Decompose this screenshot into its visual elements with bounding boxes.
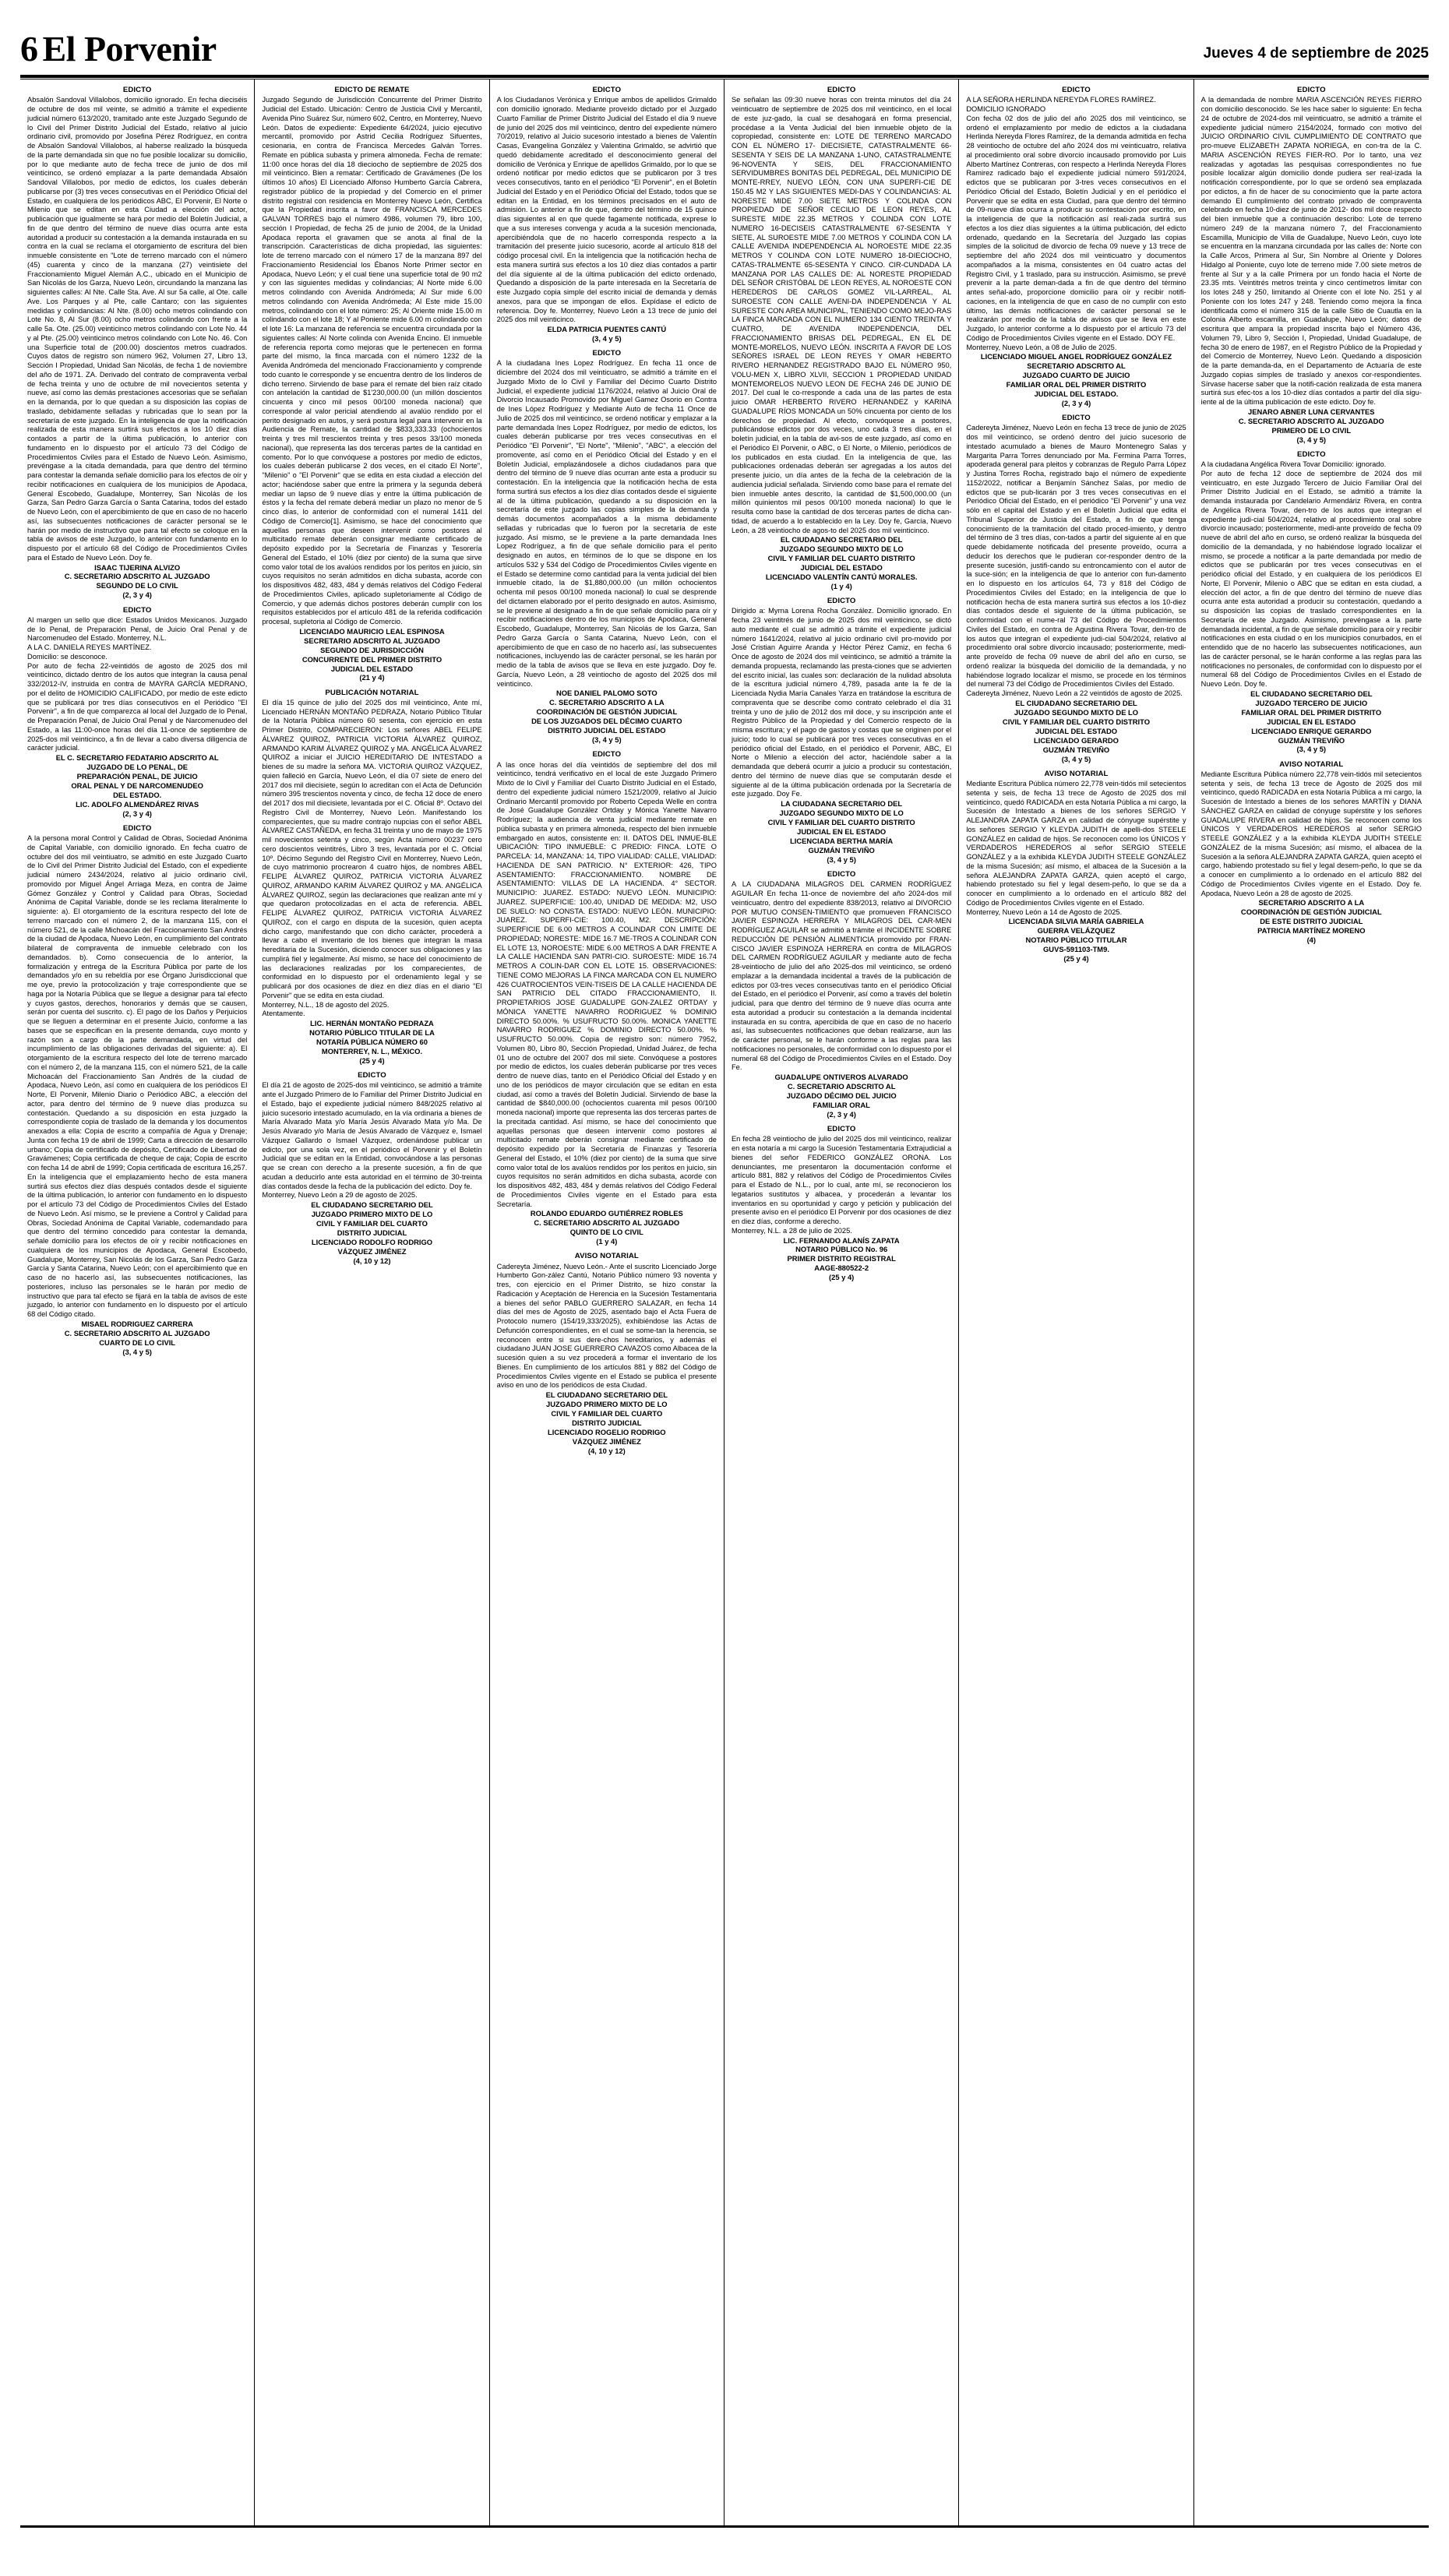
notice-heading: EDICTO <box>827 870 856 879</box>
classifieds-columns <box>20 79 1429 2525</box>
notice-body: Con fecha 02 dos de julio del año 2025 dos mil veinticinco, se ordenó el emplazamiento por medio de edictos a la ciudadana Herlinda Nereyda Flores Ramírez, de la demanda admitida en fecha 28 veintiocho de octubre del año 2024 dos mi veinticuatro, relativa al procedimiento oral sobre divorcio incausado promovido por Luis Alberto Martínez Contreras, con respecto a Herlinda Nereyda Flores Ramirez radicado bajo el expediente judicial número 591/2024, edictos que se publicaran por 3-tres veces consecutivos en el Periódico Oficial del Estado, Boletín Judicial y en el periódico el Porvenir que se edita en esta Ciudad, para que dentro del término de 09-nueve días ocurra a producir su contestación por escrito, en la inteligencia de que la notificación así reali-zada surtirá sus efectos a los diez días siguientes a la última publicación, del edicto ordenado, quedando en la Secretaría del Juzgado las copias simples de la solicitud de divorcio de fecha 09 nueve y 13 trece de septiembre del año 2024 dos mil veinticuatro y documentos acompañados a la misma, consistentes en 04 cuatro actas del Registro Civil, y 1 traslado, para su instrucción. Asimismo, se prevé prevenir a la parte deman-dada a fin de que dentro del término antes señal-ado, proporcione domicilio para oír y recibir notifi-caciones, en la inteligencia de que en caso de no cumplir con esto último, las demás notificaciones de carácter personal se le realizarán por medio de la tabla de avisos que se lleva en este Juzgado, lo anterior conforme a lo dispuesto por el artículo 73 del Código de Procedimientos Civiles vigente en el Estado. DOY FE. <box>966 114 1186 342</box>
notice <box>966 86 1186 408</box>
notice-signature-line: LICENCIADO ENRIQUE GERARDO <box>1251 726 1372 735</box>
notice-signature-line: SECRETARIO ADSCRITO A LA <box>1258 898 1365 907</box>
notice-signature-line: GUADALUPE ONTIVEROS ALVARADO <box>774 1073 908 1082</box>
notice-signature-line: JUDICIAL DEL ESTADO <box>1035 726 1118 735</box>
notice-signature-line: C. SECRETARIO ADSCRITO A LA <box>549 698 665 707</box>
notice-signature-line: CUARTO DE LO CIVIL <box>99 1337 176 1347</box>
notice <box>732 870 951 1119</box>
notice <box>497 1252 717 1456</box>
column-4 <box>724 79 959 2525</box>
notice-publication-dates: (21 y 4) <box>359 673 385 682</box>
notice-signature-line: LIC. ADOLFO ALMENDÁREZ RIVAS <box>76 799 199 809</box>
notice-body: DOMICILIO IGNORADO <box>966 105 1046 114</box>
notice-body: Monterrey, N.L., 18 de agosto del 2025. <box>262 1000 390 1009</box>
notice-body: Atentamente. <box>262 1010 305 1018</box>
notice-body: Dirigido a: Myrna Lorena Rocha González. Domicilio ignorado. En fecha 23 veintitrés de junio de 2025 dos mil veinticinco, se dictó auto mediante el cual se admitió a trámite el expediente judicial número 1641/2024, relativo al juicio ordinario civil pro-movido por José Cristian Aguirre Aranda y Héctor Pérez Camiz, en fecha 6 Once de agosto de 2024 dos mil veinticinco, se admitió a trámite la demanda propuesta, reclamando las presta-ciones que se advierten del escrito inicial, las cuales son: declaración de la nulidad absoluta de la escritura judicial número 4,789, pasada ante la fe de la Licenciada Nydia María Canales Yarza en tratándose la escritura de compraventa que se describe como contrato celebrado el día 31 treinta y uno de julio de 2012 dos mil doce, y su inscripción ante el Registro Público de la Propiedad y del Comercio respecto de la misma escritura; y el pago de gastos y costas que se originen por el juicio; todo lo cual se publicará por tres veces consecutivas en el periódico oficial del Estado, en el periódico el Porvenir, ABC, El Norte o Milenio a elección del actor, haciéndole saber a la demandada que deberá ocurrir a juicio a producir su contestación, dentro del término de nueve días que se computarán desde el siguiente al de la última publicación ordenada por la Secretaría de este juzgado. Doy Fe. <box>731 607 952 798</box>
notice-heading: EDICTO DE REMATE <box>334 86 410 94</box>
notice-heading: EDICTO <box>122 86 152 94</box>
notice-signature-line: AAGE-880522-2 <box>814 1263 869 1273</box>
notice <box>966 770 1186 964</box>
notice-signature-line: NOE DANIEL PALOMO SOTO <box>555 689 658 698</box>
notice-heading: EDICTO <box>592 750 622 759</box>
notice-signature-line: MONTERREY, N. L., MÉXICO. <box>321 1047 423 1055</box>
notice-signature-line: EL CIUDADANO SECRETARIO DEL <box>311 1200 433 1210</box>
notice-signature-line: C. SECRETARIO ADSCRITO AL JUZGADO <box>534 1218 680 1228</box>
notice-heading: PUBLICACIÓN NOTARIAL <box>325 688 419 697</box>
notice-signature-line: JUZGADO TERCERO DE JUICIO <box>1255 698 1368 707</box>
notice-body: Se señalan las 09:30 nueve horas con treinta minutos del día 24 veinticuatro de septiembre de 2025 dos mil veinticinco, en el local de este juz-gado, la cual se desahogará en forma presencial, procédase a la Venta Judicial del bien inmueble objeto de la copropiedad, consistente en: LOTE DE TERRENO MARCADO CON EL NÚMERO 17- DIECISIETE, CATASTRALMENTE 66-SESENTA Y SEIS DE LA MANZANA 1-UNO, CATASTRALMENTE 96-NOVENTA Y SEIS, DEL FRACCIONAMIENTO SERVIDUMBRES BONITAS DEL PEDREGAL, DEL MUNICIPIO DE MONTE-RREY, NUEVO LEÓN, CON UNA SUPERFI-CIE DE 150.45 M2 Y LAS SIGUIENTES MEDI-DAS Y COLINDANCIAS: AL NORESTE MIDE 7.00 SIETE METROS Y COLINDA CON PROPIEDAD DE SEÑOR CECILIO DE LEON REYES, AL SURESTE MIDE 22.35 METROS Y COLINDA CON LOTE NUMERO 16-DECISEIS CATASTRALMENTE 67-SESENTA Y SIETE, AL SUROESTE MIDE 7.00 METROS Y COLINDA CON LA CALLE AVENIDA INDEPENDENCIA AL NOROESTE MIDE 22.35 METROS Y COLINDA CON LOTE NUMERO 18-DIECIOCHO, CATAS-TRALMENTE 65-SESENTA Y CINCO. CIR-CUNDADA LA MANZANA POR LAS CALLES DE: AL NORESTE PROPIEDAD DEL SEÑOR CRISTÓBAL DE LEON REYES, AL NOROESTE CON HEREDEROS DE CARLOS GOMEZ VIL-LARREAL, AL SUROESTE CON CALLE AVENI-DA INDEPENDENCIA Y AL SURESTE CON AREA MUNICIPAL, TENIENDO COMO MEJO-RAS LA FINCA MARCADA CON EL NUMERO 134 CIENTO TREINTA Y CUATRO, DE AVENIDA INDEPENDENCIA, DEL FRACCIONAMIENTO BRISAS DEL PEDREGAL, EN EL DE MONTE-MORELOS, NUEVO LEÓN. INSCRITA A FAVOR DE LOS SEÑORES ISRAEL DE LEON REYES Y OMAR HEBERTO RIVERO HERNANDEZ REGISTRADO BAJO EL NÚMERO 950, VOLU-MEN X, LIBRO XLVII, SECCION 1 PROPIEDAD UNIDAD MONTEMORELOS NUEVO LEON DE FECHA 246 DE JUNIO DE 2017. Del cual le co-rresponde a cada una de las partes de esta juicio OMAR HERBERTO RIVERO HERNANDEZ y KARINA GUADALUPE RÍOS MONCADA un 50% cincuenta por ciento de los derechos de propiedad. Al efecto, convóquese a postores, publicándose edictos por dos veces, uno cada 3 tres días, en el boletín judicial, en la tabla de avi-sos de este juzgado, así como en el Periódico El Porvenir, o ABC, o El Norte, o Milenio, periódicos de los publicados en esta ciudad. En la inteligencia de que, las publicaciones ordenadas deberán ser agregadas a los autos del presente juicio, un día antes de la fecha de la celebración de la audiencia judicial señalada. Sirviendo como base para el remate del bien inmueble antes descrito, la cantidad de $1,500,000.00 (un millón quinientos mil pesos 00/100 moneda nacional) lo que le resulta como base la cantidad de dos terceras partes de dicha can-tidad, de acuerdo a lo establecido en la Ley. Doy fe, García, Nuevo León, a 28 veintiocho de agos-to del 2025 dos mil veinticinco. <box>731 96 952 534</box>
notice-body: A la ciudadana Angélica Rivera Tovar Domicilio: ignorado. <box>1200 460 1387 469</box>
notice-signature-line: LICENCIADA BERTHA MARÍA <box>790 836 894 845</box>
notice <box>262 86 481 683</box>
notice <box>497 86 717 344</box>
notice-signature-line: LIC. FERNANDO ALANÍS ZAPATA <box>783 1235 900 1245</box>
notice-signature-line: NOTARIO PÚBLICO TITULAR DE LA <box>309 1028 435 1038</box>
notice-body: Mediante Escritura Pública número 22,778 vein-tidós mil setecientos setenta y seis, de fecha 13 trece de Agosto de 2025 dos mil veinticinco, quedó RADICADA en esta Notaría Pública a mi cargo, la Sucesión de Intestado a bienes de los señores MARTÍN y DIANA SÁNCHEZ GARZA en calidad de cónyuge supérstite y los señores GUADALUPE RIVERA en calidad de hijos. Se reconocen como los ÚNICOS Y VERDADEROS HEREDEROS al señor SERGIO STEELE GONZÁLEZ y a la exhibida KLEYDA JUDITH STEELE GONZÁLEZ de la misma Sucesión; así mismo, el albacea de la Sucesión a la señora ALEJANDRA ZAPATA GARZA, quien aceptó el cargo, habiendo protestado su fiel y legal desem-peño, lo que se da a conocer en cumplimiento a lo ordenado en el artículo 882 del Código de Procedimientos Civiles vigente en el Estado. Doy fe. Apodaca, Nuevo León a 28 de agosto de 2025. <box>1200 770 1422 897</box>
notice-publication-dates: (1 y 4) <box>830 581 852 590</box>
notice <box>262 689 481 1066</box>
notice-signature-line: ELDA PATRICIA PUENTES CANTÚ <box>547 325 667 334</box>
notice <box>732 1125 951 1282</box>
notice-signature-line: NOTARÍA PÚBLICA NÚMERO 60 <box>316 1038 428 1047</box>
notice <box>497 750 717 1246</box>
notice-signature-line: GUZMÁN TREVIÑO <box>808 845 875 855</box>
notice-publication-dates: (3, 4 y 5) <box>1296 435 1327 444</box>
notice-signature-line: JUZGADO PRIMERO MIXTO DE LO <box>311 1210 433 1219</box>
notice-body: Cadereyta Jiménez, Nuevo León a 22 veintidós de agosto de 2025. <box>966 689 1183 698</box>
notice-body: Juzgado Segundo de Jurisdicción Concurrente del Primer Distrito Judicial del Estado. Ubicación: Centro de Justicia Civil y Mercantil, Avenida Pino Suárez Sur, número 602, Centro, en Monterrey, Nuevo León. Datos de expediente: Expediente 64/2024, juicio ejecutivo mercantil, promovido por Astrid Cecilia Rodríguez Sifuentes, cesionaria, en contra de Francisca Mercedes Galván Torres. Remate en pública subasta y primera almoneda. Fecha de remate: 11:00 once horas del día 18 dieciocho de septiembre de 2025 dos mil veinticinco. Bien a rematar: Certificado de Gravámenes (De los últimos 10 años) El Licenciado Alfonso Humberto García Cabrera, registrador público de la propiedad y del Comercio en el primer distrito registral con residencia en Monterrey Nuevo León, Certifica que la Propiedad inscrita a favor de FRANCISCA MERCEDES GALVAN TORRES bajo el número 4986, volumen 79, libro 100, sección I Propiedad, de fecha 25 de junio de 2004, de la Unidad Apodaca reporta el gravamen que se anota al final de la transcripción. Características de dicha propiedad, las siguientes: lote de terreno marcado con el número 17 de la manzana 897 del Fraccionamiento Residencial los Ébanos Norte Primer sector en Apodaca, Nuevo León; y el cual tiene una superficie total de 90 m2 y con las siguientes medidas y colindancias; Al Norte mide 6.00 metros colindando con Avenida Andrómeda; Al Sur mide 6.00 metros colindando con Avenida Andrómeda; Al Este mide 15.00 metros, colindando con el lote número: 25; Al Oriente mide 15.00 m colindando con el lote 18; Y al Poniente mide 6.00 m colindando con el lote 16: La manzana de referencia se encuentra circundada por la siguientes calles: Al Norte colinda con Avenida Encino. El inmueble de referencia reporta como mejoras que le pertenecen en forma parte del mismo, la finca marcada con el número 1232 de la Avenida Andrómeda del mencionado Fraccionamiento y comprende todo cuanto le corresponde y se encuentra dentro de los linderos de dicho terreno. Sirviendo de base para el remate del bien raíz citado con antelación la cantidad de $1'230,000.00 (un millón doscientos cincuenta y cinco mil pesos 00/100 moneda nacional) que corresponde al valor pericial atendiendo al avalúo rendido por el perito designado en autos, y será postura legal para intervenir en la Audiencia de Remate, la cantidad de $833,333.33 (ochocientos treinta y tres mil trescientos treinta y tres pesos 33/100 moneda nacional), que representa las dos terceras partes de la cantidad en comento. Por lo que convóquese a postores por medio de edictos, los cuales deberán publicarse 2 dos veces, en el citado El Norte", "Milenio" o "El Porvenir" que se edita en esta ciudad a elección del actor; haciéndose saber que entre la primera y la segunda deberá mediar un lapso de 9 nueve días y entre la última publicación de éstos y la fecha del remate deberá mediar un plazo no menor de 5 cinco días, lo anterior de conformidad con el numeral 1411 del Código de Comercio[1]. Asimismo, se hace del conocimiento que aquellas personas que deseen intervenir como postores al multicitado remate deberán consignar mediante certificado de depósito expedido por la Secretaría de Finanzas y Tesorería General del Estado, el 10% (diez por ciento) de la suma que sirve como valor total de los avalúos rendidos por los peritos en juicio, sin cuyos requisitos no serán admitidos en dicha subasta, acorde con los dispositivos 482, 483, 484 y demás relativos del Código Federal de Procedimientos Civiles, aplicado supletoriamente al Código de Comercio, y que además dichos postores deberán cumplir con los requisitos establecidos por el artículo 481 de la referida codificación procesal, supletoria al Código de Comercio. <box>262 96 482 626</box>
notice-body: A LA SEÑORA HERLINDA NEREYDA FLORES RAMÍREZ. <box>966 96 1156 104</box>
notice-signature-line: DISTRITO JUDICIAL DEL ESTADO <box>548 726 666 735</box>
notice-heading: AVISO NOTARIAL <box>1279 759 1344 769</box>
notice-body: A los Ciudadanos Verónica y Enrique ambos de apellidos Grimaldo con domicilio ignorado. Mediante proveído dictado por el Juzgado Cuarto Familiar de Primer Distrito Judicial del Estado el día 9 nueve de junio del 2025 dos mil veinticinco, dentro del expediente número 70/2019, relativo al Juicio sucesorio intestado a bienes de Valentín Casas, Evangelina González y Valentina Grimaldo, se advirtió que quedó debidamente acreditado el desconocimiento general del domicilio de Verónica y Enrique de apellidos Grimaldo, por lo que se ordenó notificar por medio edictos que se publicaron por 3 tres veces consecutivos, tanto en el periódico "El Porvenir", en el Boletín Judicial del Estado y en el Periódico Oficial del Estado, todos que se editan en la Entidad, en los términos precisados en el auto de admisión. Lo anterior a fin de que, dentro del término de 15 quince días siguientes al en que quede fagamente notificada, exprese lo que a sus intereses convenga y acuda a la sucesión mencionada, apercibiéndola que de no hacerlo corresponda respecto a la tramitación del presente juicio sucesorio, acorde al artículo 818 del código procesal civil. En la inteligencia que la notificación hecha de esta manera surtirá sus efectos a los 10 diez días contados a partir del día siguiente al de la última publicación del edicto ordenado, Quedando a disposición de la parte interesada en la Secretaría de este Juzgado copia simple del escrito inicial de demanda y demás anexos, para que se impongan de ellos. Expídase el edicto de referencia. Doy fe. Monterrey, Nuevo León a 13 trece de junio del 2025 dos mil veinticinco. <box>496 96 717 324</box>
notice-signature-line: PATRICIA MARTÍNEZ MORENO <box>1257 926 1366 936</box>
notice-signature-line: VÁZQUEZ JIMÉNEZ <box>337 1246 407 1256</box>
notice-publication-dates: (3, 4 y 5) <box>827 855 856 864</box>
notice-signature-line: LIC. HERNÁN MONTAÑO PEDRAZA <box>310 1019 434 1028</box>
notice-heading: EDICTO <box>592 349 622 358</box>
column-5 <box>959 79 1193 2525</box>
notice-signature-line: PREPARACIÓN PENAL, DE JUICIO <box>76 771 198 781</box>
notice-body: El día 21 de agosto de 2025-dos mil veinticinco, se admitió a trámite ante el Juzgado Primero de lo Familiar del Primer Distrito Judicial en el Estado, bajo el expediente judicial número 848/2025 relativo al juicio sucesorio intestado acumulado, en la vía ordinaria a bienes de María Alvarado Mata y/o María Jesús Alvarado Mata y/o Ma. De Jesús Alvarado y/o María de Jesús Alvarado de Vázquez e, Ismael Vázquez Gallardo o Ismael Vázquez, ordenándose publicar un edicto, por una sola vez, en el periódico el Porvenir y el Boletín Judicial que se editan en la Entidad, convocándose a las personas que se crean con derecho a la presente sucesión, a fin de que acudan a deducirlo ante esta autoridad en el término de 30-treinta días contados desde la fecha de la publicación del edicto. Doy fe. <box>262 1081 482 1190</box>
notice-signature-line: EL C. SECRETARIO FEDATARIO ADSCRITO AL <box>55 753 219 763</box>
notice-signature-line: EL CIUDADANO SECRETARIO DEL <box>545 1390 668 1400</box>
notice-heading: AVISO NOTARIAL <box>574 1252 639 1261</box>
notice-signature-line: SEGUNDO DE LO CIVIL <box>96 581 178 590</box>
notice-body: A la ciudadana Ines Lopez Rodríguez. En fecha 11 once de diciembre del 2024 dos mil veinticuatro, se admitió a trámite en el Juzgado Mixto de lo Civil y Familiar del Décimo Cuarto Distrito Judicial, el expediente judicial 1176/2024, relativo al Juicio Oral de Divorcio Incausado Promovido por Miguel Gamez Osorio en Contra de Ines López Rodríguez y Mediante Auto de fecha 11 Once de Julio de 2025 dos mil veinticinco, se ordenó notificar y emplazar a la parte demandada Ines Lopez Rodríguez, por medio de edictos, los cuales deberán publicarse por tres veces consecutivas en el Periódico "El Porvenir", "El Norte", "Milenio", "ABC", a elección del promovente, así como en el Periódico Oficial del Estado y en el Boletín Judicial, emplazándosele a dichos ciudadanos para que dentro del término de 9 nueve días ocurran ante esta a producir su contestación. En la inteligencia que la notificación hecha de esta forma surtirá sus efectos a los diez días contados desde el siguiente al de la última publicación, quedando a su disposición en la secretaría de este juzgado las copias simples de la demanda y demás documentos acompañados a la misma debidamente selladas y rubricadas que lo fueron por la secretaría de este juzgado. Así mismo, se le previene a la parte demandada Ines Lopez Rodríguez, a fin de que señale domicilio para el perito designado en autos, en términos de lo que se dispone en los artículos 532 y 534 del Código de Procedimientos Civiles vigente en el Estado se determine como cantidad para la venta judicial del bien inmueble citado, la de $1,880,000.00 (un millón ochocientos ochenta mil pesos 00/100 moneda nacional) lo cual se desprende del dictamen elaborado por el perito designado en autos. Asimismo, se le previene al designado a fin de que señale domicilio para oír y recibir notificaciones dentro de los municipios de Apodaca, General Escobedo, Guadalupe, Monterrey, San Nicolás de los Garza, San Pedro Garza García o Santa Catarina, Nuevo León, con el apercibimiento de que en caso de no hacerlo así, las subsecuentes notificaciones, incluyendo las de carácter personal, se les harán por medio de la tabla de avisos que se lleva en este juzgado. Doy fe. García, Nuevo León, a 28 veintiocho de agosto del 2025 dos mil veinticinco. <box>496 359 717 688</box>
notice-signature-line: LICENCIADO VALENTÍN CANTÚ MORALES. <box>765 573 918 582</box>
notice-signature-line: JUZGADO CUARTO DE JUICIO <box>1022 371 1130 380</box>
notice-publication-dates: (25 y 4) <box>359 1055 385 1065</box>
notice-body: Al margen un sello que dice: Estados Unidos Mexicanos. Juzgado de lo Penal, de Preparación Penal, de Juicio Oral Penal y de Narcomenudeo del Estado. Monterrey, N.L. <box>27 615 248 643</box>
notice-signature-line: C. SECRETARIO ADSCRITO AL JUZGADO <box>1238 416 1384 425</box>
notice-body: Domicilio: se desconoce. <box>27 652 108 661</box>
notice-publication-dates: (2, 3 y 4) <box>122 590 152 600</box>
notice-heading: EDICTO <box>827 597 856 606</box>
notice-signature-line: ISAAC TIJERINA ALVIZO <box>94 562 181 572</box>
notice-signature-line: COORDINACIÓN DE GESTIÓN JUDICIAL <box>1240 907 1382 917</box>
notice-signature-line: EL CIUDADANO SECRETARIO DEL <box>1015 698 1137 707</box>
column-2 <box>255 79 489 2525</box>
notice-heading: AVISO NOTARIAL <box>1044 769 1109 778</box>
notice-signature-line: GUVS-591103-TM9. <box>1043 945 1109 954</box>
notice <box>1201 450 1422 755</box>
notice-signature-line: GUERRA VELÁZQUEZ <box>1037 926 1116 936</box>
notice-body: A la persona moral Control y Calidad de Obras, Sociedad Anónima de Capital Variable, con domicilio ignorado. En fecha cuatro de octubre del dos mil veintiuatro, se admitió en este Juzgado Cuarto de lo Civil del Primer Distrito Judicial del Estado, con el expediente judicial número 2434/2024, relativo al juicio ordinario civil, promovido por Miguel Ángel Arriaga Meza, en contra de Jaime Gómez González y Control y Calidad para Obras, Sociedad Anónima de Capital Variable, donde se les reclama literalmente lo siguiente: a). El otorgamiento de la escritura respecto del lote de terreno marcado con el número 2, de la manzana 115, con el número 521, de la calle Michoacán del Fraccionamiento San Andrés de la ciudad de Apodaca, Nuevo León, en cumplimiento del contrato bilateral de compraventa de inmueble celebrado con los demandados. b). Como consecuencia de lo anterior, la formalización y entrega de la Escritura Pública por parte de los demandados y/o en su rebeldía por ese Órgano Jurisdiccional que me oye, previo la protocolización y traje correspondiente que se haga por la Notaría Pública que se llegue a designar para tal efecto y cuyos gastos, derechos, honorarios y demás que se causen, serán por cuenta del suscrito. c). El pago de los Daños y Perjuicios que se lleguen a determinar en el presente Juicio, conforme a las bases que se especifican en la presente demanda, cuyo monto y razón son a cargo de la parte demandada, en virtud del incumplimiento de las obligaciones derivadas del siguiente: a). El otorgamiento de la escritura respecto del lote de terreno marcado con el número 2, de la manzana 115, con el número 521, de la calle Michoacán del Fraccionamiento San Andrés de la ciudad de Apodaca, Nuevo León, así como en cualquiera de los periódicos El Norte, El Porvenir, Milenio Diario o Periódico ABC, a elección del actor, para dentro del término de 9 nueve días produzca su contestación. Quedando a su disposición en esta juzgado la correspondiente copia de traslado de la demanda y los documentos anexados a ella: Copia de escrito a compañía de Agua y Drenaje; Junta con fecha 19 de abril de 1999; Carta a dirección de desarrollo urbano; Copia de certificado de depósito, Certificado de Libertad de Gravámenes; Copia certificada de cheque de caja; Copia de escrito con fecha 14 de abril de 1999; Copia certificada de escritura 16,257. En la inteligencia que el emplazamiento hecho de esta manera surtirá sus efectos diez días después contados desde el siguiente de la última publicación, lo anterior con fundamento en lo dispuesto por el artículo 73 del Código de Procedimientos Civiles del Estado de Nuevo León. Así mismo, se le previene a Control y Calidad para Obras, Sociedad Anónima de Capital Variable, codemandado para que dentro del término concedido para contestar la demanda, señale domicilio para los efectos de oír y recibir notificaciones en cualquiera de los municipios de Apodaca, General Escobedo, Guadalupe, Monterrey, San Nicolás de los Garza, San Pedro Garza García y Santa Catarina, Nuevo León; con el apercibimiento que en caso de no hacerlo así, las subsecuentes notificaciones, las posteriores, incluso las personales se le harán por medio de instructivo que para tal efecto se fijará en la tabla de avisos de este juzgado, lo anterior con fundamento en lo dispuesto por el artículo 68 del Código citado. <box>27 834 248 1319</box>
notice-heading: EDICTO <box>1296 449 1326 459</box>
notice <box>27 86 247 601</box>
notice-publication-dates: (2, 3 y 4) <box>122 809 152 818</box>
notice-signature-line: CIVIL Y FAMILIAR DEL CUARTO <box>316 1219 428 1228</box>
notice <box>1201 760 1422 946</box>
notice-body: Por auto de fecha 22-veintidós de agosto de 2025 dos mil veinticinco, dictado dentro de los autos que integran la causa penal 332/2012-IV, instruida en contra de MAYRA GARCÍA MEDRANO, por el delito de HOMICIDIO CALIFICADO, por medio de este edicto que se publicará por tres días consecutivos en el Periódico "El Porvenir", a fin de que comparezca al local del Juzgado de lo Penal, de Preparación Penal, de Juicio Oral Penal y de Narcomenudeo del Estado, a las 11:00-once horas del día 11-once de septiembre de 2025-dos mil veinticinco, a fin de llevar a cabo diversa diligencia de carácter judicial. <box>27 661 248 752</box>
notice-signature-line: CIVIL Y FAMILIAR DEL CUARTO DISTRITO <box>1002 717 1151 726</box>
notice <box>732 86 951 591</box>
notice-heading: EDICTO <box>1062 414 1091 423</box>
notice-body: Mediante Escritura Pública número 22,778 vein-tidós mil setecientos setenta y seis, de fecha 13 trece de Agosto de 2025 dos mil veinticinco, quedó RADICADA en esta Notaría Pública a mi cargo, la Sucesión de Intestado a bienes de los señores SERGIO Y ALEJANDRA ZAPATA GARZA en calidad de cónyuge supérstite y los señores SERGIO Y KLEYDA JUDITH de apelli-dos STEELE GONZÁLEZ en calidad de hijos. Se reconocen como los ÚNICOS Y VERDADEROS HEREDEROS al señor SERGIO STEELE GONZÁLEZ y a la exhibida KLEYDA JUDITH STEELE GONZÁLEZ de la misma Sucesión; así mismo, el albacea de la Sucesión a la señora ALEJANDRA ZAPATA GARZA, quien aceptó el cargo, habiendo protestado su fiel y legal desem-peño, lo que se da a conocer en cumplimiento a lo ordenado en el artículo 882 del Código de Procedimientos Civiles vigente en el Estado. <box>966 780 1186 907</box>
notice-signature-line: ORAL PENAL Y DE NARCOMENUDEO <box>71 781 203 790</box>
notice-signature-line: LICENCIADO MAURICIO LEAL ESPINOSA <box>299 626 445 636</box>
notice-signature-line: JUZGADO DÉCIMO DEL JUICIO <box>786 1091 897 1100</box>
footer-rule <box>20 2525 1429 2528</box>
notice-publication-dates: (4, 10 y 12) <box>587 1446 626 1455</box>
notice-heading: EDICTO <box>1062 86 1091 94</box>
notice-body: En fecha 28 veintiocho de julio del 2025 dos mil veinticinco, realizar en esta notaría a mi cargo la Sucesión Testamentaria Extrajudicial a bienes del señor FEDERICO GONZÁLEZ ORONA. Los denunciantes, me presentaron la documentación conforme el artículo 881, 882 y relativos del Código de Procedimientos Civiles para el Estado de N.L., por lo cual, ante mí, se reconocieron los legatarios sustitutos y albacea, y procederán a levantar los inventarios en su oportunidad y cargo y petición y publicación del presente aviso en el periódico El Porvenir por dos ocasiones de diez en diez días, conforme a derecho. <box>731 1135 952 1226</box>
notice <box>497 349 717 745</box>
notice-signature-line: JUZGADO SEGUNDO MIXTO DE LO <box>779 809 904 818</box>
notice-signature-line: LICENCIADO MIGUEL ANGEL RODRÍGUEZ GONZÁLEZ <box>980 352 1172 361</box>
notice-publication-dates: (1 y 4) <box>596 1237 618 1246</box>
notice-signature-line: C. SECRETARIO ADSCRITO AL <box>787 1081 896 1091</box>
newspaper-title <box>20 31 217 75</box>
column-6 <box>1194 79 1429 2525</box>
notice-body: Monterrey, Nuevo León a 29 de agosto de 2025. <box>262 1191 418 1200</box>
notice-heading: EDICTO <box>1296 86 1326 94</box>
notice-publication-dates: (3, 4 y 5) <box>592 333 622 343</box>
notice-publication-dates: (25 y 4) <box>1063 954 1089 964</box>
notice-publication-dates: (2, 3 y 4) <box>827 1109 856 1119</box>
notice-signature-line: JUZGADO SEGUNDO MIXTO DE LO <box>1014 707 1139 717</box>
notice-body: A LA C. DANIELA REYES MARTÍNEZ. <box>27 643 152 652</box>
notice-signature-line: LA CIUDADANA SECRETARIO DEL <box>781 799 903 809</box>
notice-body: Absalón Sandoval Villalobos, domicilio ignorado. En fecha dieciséis de octubre de dos mil veinte, se admitió a trámite el expediente judicial número 613/2020, tramitado ante este Juzgado Segundo de lo Civil del Primer Distrito Judicial del Estado, relativo al juicio ordinario civil, promovido por Josefina Pérez Rodríguez, en contra de Absalón Sandoval Villalobos, al haberse realizado la búsqueda de la parte demandada sin que no fue posible localizar su domicilio, por lo que mediante auto de fecha trece de junio de dos mil veinticinco, se ordenó emplazar a la parte demandada Absalón Sandoval Villalobos, por medio de edictos, los cuales deberán publicarse por (3) tres veces consecutivas en el Periódico Oficial del Estado, en cualquiera de los periódicos ABC, El Porvenir, El Norte o Milenio que se editan en esta Ciudad a elección del actor, publicación que igualmente se hará por medio del Boletín Judicial, a fin de que dentro del término de nueve días ocurra ante esta autoridad a producir su contestación a la demanda instaurada en su contra en la cual se reclama el otorgamiento de escritura del bien inmueble consistente en "Lote de terreno marcado con el número (45) cuarenta y cinco de la manzana (27) veintisiete del Fraccionamiento Miguel Alemán A.C., ubicado en el Municipio de San Nicolás de los Garza, Nuevo León, circundando la manzana las siguientes calles: Al Nte. Calle Sta. Ave. Al sur 5a calle, al Ote. calle Ave. Los Parques y al Pte, calle Cantaro; con las siguientes medidas y colindancias: Al Nte. (8.00) ocho metros colindando con Lote No. 8, Al Sur (8.00) ocho metros colindando con frente a la calle 5a. Ote. (25.00) veinticinco metros colindando con Lote No. 44 y al Pte. (25.00) veinticinco metros colindando con Lote No. 46. Con una Superficie total de (200.00) doscientos metros cuadrados. Cuyos datos de registro son número 962, Volumen 27, Libro 13, Sección I Propiedad, Unidad San Nicolás, de fecha 1 de noviembre del año de 1971. ZA. Derivado del contrato de compraventa verbal de fecha treinta y uno de octubre de mil novecientos setenta y nueve, así como las demás prestaciones accesorias que se señalan en la demanda, por lo que quedan a su disposición las copias de traslado, debidamente selladas y rubricadas que lo sean por la secretaría de este juzgado. En la inteligencia de que la notificación realizada de esta manera surtirá sus efectos a los 10 diez días contados a partir de la última publicación, lo anterior con fundamento en lo dispuesto por el artículo 73 del Código de Procedimientos Civiles para el Estado de Nuevo León. Asimismo, prevéngase a la citada demandada, para que dentro del término para contestar la demanda señale domicilio para los efectos de oír y recibir notificaciones en cualquiera de los municipios de Apodaca, General Escobedo, Guadalupe, Monterrey, San Nicolás de los Garza, San Pedro Garza García o Santa Catarina, todos del estado de Nuevo León, con el apercibimiento de que en caso de no hacerlo así, las subsecuentes notificaciones de carácter personal se le harán por medio de instructivo que para tal efecto se coloque en la tabla de avisos de este Juzgado, lo anterior con fundamento en lo dispuesto por el artículo 68 del Código de Procedimientos Civiles para el Estado de Nuevo León. Doy fe. <box>27 96 248 562</box>
notice-signature-line: JUDICIAL EN EL ESTADO <box>797 827 887 836</box>
notice-signature-line: EL CIUDADANO SECRETARIO DEL <box>780 535 903 544</box>
notice-signature-line: GUZMÁN TREVIÑO <box>1278 735 1345 745</box>
notice-body: Cadereyta Jiménez, Nuevo León en fecha 13 trece de junio de 2025 dos mil veinticinco, se ordenó dentro del juicio sucesorio de intestado acumulado a bienes de Mauro Montenegro Salas y Margarita Parra Torres denunciado por Ma. Fermina Parra Torres, apoderada general para pleitos y cobranzas de Regulo Parra López y Justina Torres Rocha, registrado bajo el número de expediente 1152/2022, notificar a Benjamín Sánchez Salas, por medio de edictos que se pub-licarán por 3 tres veces consecutivas en el Periódico Oficial del Estado, en el periódico "El Porvenir" y una vez sólo en el capital del Estado y en el Boletín Judicial que edita el Tribunal Superior de Justicia del Estado, a fin de que tenga conocimiento de la tramitación del citado proced-imiento, y dentro del término de 3 tres días, con-tados a partir del siguiente al en que quede debidamente notificada del presente proveído, ocurra a deducir los derechos que le pudieran cor-responder dentro de la presente sucesión, justifi-cando su entroncamiento con el autor de la suce-sión; en la inteligencia de que lo anterior con fun-damento en lo dispuesto en los artículos 64, 73 y 818 del Código de Procedimientos Civiles del Estado; en la inteligencia de que lo notificación hecha de esta manera surtirá sus efectos a los 10-diez días contados desde el siguiente de la última publicación, se conformidad con el nume-ral 73 del Código de Procedimientos Civiles del Estado, en contra de Agustina Rivera Tovar, den-tro de los autos que integran el expediente judi-cial 504/2024, relativo al procedimiento oral sobre divorcio incausado; posteriormente, medi-ante proveído de fecha 09 nueve de abril del año en curso, se ordenó realizar la búsqueda del domicilio de la demandada, y no habiéndose logrado localizar el mismo, se procede en los términos del numeral 73 del Código de Procedimientos Civiles del Estado. <box>966 424 1186 689</box>
notice-signature-line: ROLANDO EDUARDO GUTIÉRREZ ROBLES <box>530 1209 683 1218</box>
notice-signature-line: FAMILIAR ORAL DEL PRIMER DISTRITO <box>1241 707 1382 717</box>
column-3 <box>490 79 724 2525</box>
notice-signature-line: GUZMÁN TREVIÑO <box>1042 745 1110 754</box>
notice-signature-line: DE LOS JUZGADOS DEL DÉCIMO CUARTO <box>531 717 682 726</box>
notice-signature-line: JUZGADO SEGUNDO MIXTO DE LO <box>779 544 904 554</box>
notice-heading: EDICTO <box>122 605 152 615</box>
newspaper-name: El Porvenir <box>42 29 217 69</box>
notice-body: A LA CIUDADANA MILAGROS DEL CARMEN RODRÍGUEZ AGUILAR En fecha 11-once de noviembre del año 2024-dos mil veinticuatro, dentro del expediente 838/2013, relativo al DIVORCIO POR MUTUO CONSEN-TIMIENTO que promueven FRANCISCO JAVIER ESPINOZA HERRERA Y MILAGROS DEL CAR-MEN RODRÍGUEZ AGUILAR se admitió a trámite el INCIDENTE SOBRE REDUCCIÓN DE PENSIÓN ALIMENTICIA promovido por FRAN-CISCO JAVIER ESPINOZA HERRERA en contra de MILAGROS DEL CARMEN RODRÍGUEZ AGUILAR y mediante auto de fecha 28-veintiocho de julio del año 2025-dos mil veinticinco, se ordenó emplazar a la demandada incidental a través de la publicación de edictos por 03-tres veces consecutivas tanto en el periódico Oficial del Estado, en el periódico el Porvenir, así como a través del boletín judicial, para que dentro del término de 9 nueve días ocurra ante esta autoridad a producir su contestación a la demanda incidental instaurada en su contra, apercibida de que en caso de no hacerlo así, las subsecuentes notificaciones que deban realizarse, aun las de carácter personal, se le harán conforme a las reglas para las notificaciones no personales, de conformidad con lo dispuesto por el numeral 68 del Código de Procedimientos Civiles en el Estado. Doy Fe. <box>731 880 952 1072</box>
notice-body: Cadereyta Jiménez, Nuevo León.- Ante el suscrito Licenciado Jorge Humberto Gon-zález Cantú, Notario Público número 93 noventa y tres, con ejercicio en el Primer Distrito, se hizo constar la Radicación y Aceptación de Herencia en la Sucesión Testamentaria a bienes del señor PABLO GUERRERO SALAZAR, en fecha 14 días del mes de Agosto de 2025, asentado bajo el Acta Fuera de Protocolo numero (154/19,333/2025), exhibiéndose las Actas de Defunción correspondientes, en el cual se some-tan la herencia, se reconocen entre si sus dere-chos hereditarios, y además el ciudadano JUAN JOSE GUERRERO CAVAZOS como Albacea de la sucesión quien a su vez procederá a formar el inventario de los Bienes. En cumplimiento de los artículos 881 y 882 del Código de Procedimientos Civiles vigente en el Estado se publica el presente aviso en uno de los periódicos de esta Ciudad. <box>496 1262 717 1390</box>
notice-signature-line: SECRETARIO ADSCRITO AL JUZGADO <box>304 636 440 645</box>
notice-signature-line: CONCURRENTE DEL PRIMER DISTRITO <box>301 654 442 664</box>
notice-signature-line: JENARO ABNER LUNA CERVANTES <box>1248 407 1375 416</box>
notice-signature-line: EL CIUDADANO SECRETARIO DEL <box>1250 689 1373 698</box>
notice-signature-line: JUDICIAL DEL ESTADO. <box>1034 389 1119 399</box>
masthead <box>0 0 1449 75</box>
notice <box>732 597 951 865</box>
column-1 <box>20 79 255 2525</box>
notice-body: A la demandada de nombre MARIA ASCENCIÓN REYES FIERRO con domicilio desconocido. Se les hace saber lo siguiente: En fecha 24 de octubre de 2024-dos mil veinticuatro, se admitió a trámite el expediente judicial número 2154/2024, formado con motivo del JUICIO ORDINARIO CIVIL CUMPLIMIENTO DE CONTRATO que pro-mueve ELIZABETH ZAPATA NORIEGA, en con-tra de la C. MARIA ASCENCIÓN REYES FIER-RO. Por lo tanto, una vez realizadas y agotadas las pesquisas correspondientes no fue posible localizar algún domicilio donde pudiera ser real-izada la notificación correspondiente, por lo que se ordenó sea emplazada por edictos, a fin de hacer de su conocimiento que la parte actora demando El cumplimiento del contrato privado de compraventa celebrado en fecha 10-diez de junio de 2012- dos mil doce respecto del bien inmueble que a continuación describo: Lote de terreno número 249 de la manzana número 7, del Fraccionamiento Escamilla, Municipio de Villa de Guadalupe, Nuevo León, cuyo lote se encuentra en la manzana circundada por las calles de: Norte con la Calle Arcos, Primera al Sur, Sin Nombre al Oriente y Dolores Hidalgo al Poniente, cuyo lote de terreno mide 7.00 siete metros de frente al Sur y a la calle Primera por un fondo hacia el Norte de 23.35 mts. Veintitrés metros treinta y cinco centímetros limitar con los lotes 248 y 250, limitando al Oriente con el lote No. 251 y al Poniente con los lotes 247 y 248. Teniendo como mejora la finca identificada como el número 315 de la calle Sitio de Cuautla en la Colonia Alberto escamilla, en Guadalupe, Nuevo León; datos de escritura que ampara la propiedad inscrita bajo el Número 436, Volumen 79, Libro 9, Sección I, Propiedad, Unidad Guadalupe, de fecha 30 de enero de 1987, en el Registro Público de la Propiedad y del Comercio de Monterrey, Nuevo León. Quedando a disposición de la parte demanda-da, en el Departamento de Actuaría de este Juzgado copias simples de traslado y anexos cor-respondientes. Sírvase hacerse saber que la notifi-cación realizada de esta manera surtirá sus efec-tos a los 10-diez días contados a partir del día sigu-iente al de la última publicación de este edicto. Doy fe. <box>1200 96 1422 407</box>
notice-signature-line: DE ESTE DISTRITO JUDICIAL <box>1260 917 1363 926</box>
issue-date: Jueves 4 de septiembre de 2025 <box>1203 45 1429 62</box>
notice-publication-dates: (4, 10 y 12) <box>353 1256 391 1265</box>
notice-heading: EDICTO <box>827 86 856 94</box>
notice-signature-line: C. SECRETARIO ADSCRITO AL JUZGADO <box>64 572 210 581</box>
notice-signature-line: LICENCIADO RODOLFO RODRIGO <box>311 1237 433 1246</box>
notice-signature-line: DISTRITO JUDICIAL <box>572 1418 642 1427</box>
notice-signature-line: SECRETARIO ADSCRITO AL <box>1027 361 1126 371</box>
notice-heading: EDICTO <box>827 1125 856 1134</box>
notice-signature-line: LICENCIADO ROGELIO RODRIGO <box>548 1427 666 1436</box>
notice-signature-line: JUDICIAL EN EL ESTADO <box>1267 717 1356 726</box>
notice-body: Monterrey, N.L. a 28 de julio de 2025. <box>731 1226 852 1235</box>
notice-signature-line: CIVIL Y FAMILIAR DEL CUARTO DISTRITO <box>767 818 915 827</box>
notice-signature-line: SEGUNDO DE JURISDICCIÓN <box>320 645 424 654</box>
notice <box>27 824 247 1357</box>
notice-signature-line: JUZGADO PRIMERO MIXTO DE LO <box>546 1400 668 1409</box>
notice <box>966 414 1186 764</box>
notice-signature-line: JUZGADO DE LO PENAL, DE <box>86 763 189 771</box>
notice-signature-line: LICENCIADO GERARDO <box>1034 735 1119 745</box>
notice-signature-line: DEL ESTADO. <box>113 790 162 799</box>
notice-signature-line: FAMILIAR ORAL DEL PRIMER DISTRITO <box>1006 380 1147 389</box>
notice-heading: EDICTO <box>592 86 622 94</box>
notice-signature-line: MISAEL RODRIGUEZ CARRERA <box>81 1319 193 1328</box>
notice-signature-line: PRIMER DISTRITO REGISTRAL <box>787 1254 896 1263</box>
notice-signature-line: VÁZQUEZ JIMÉNEZ <box>572 1436 641 1446</box>
notice-signature-line: NOTARIO PÚBLICO TITULAR <box>1025 936 1127 945</box>
notice-signature-line: CIVIL Y FAMILIAR DEL CUARTO <box>551 1409 663 1418</box>
notice-body: Por auto de fecha 12 doce de septiembre de 2024 dos mil veinticuatro, en este Juzgado Tercero de Juicio Familiar Oral del Primer Distrito Judicial en el Estado, se admitió a trámite la demanda instaurada por Candelario Armendáriz Rivera, en contra de Angélica Rivera Tovar, den-tro de los autos que integran el expediente judi-cial 504/2024, relativo al procedimiento oral sobre divorcio incausado; posteriormente, medi-ante proveído de fecha 09 nueve de abril del año en curso, se ordenó realizar la búsqueda del domicilio de la demandada, y no habiéndose logrado localizar el mismo, se procede a notificar a la parte demandada por medio de edictos que se publicarán por tres veces consecutivas en el periódico oficial del Estado, y en cualquiera de los periódicos El Norte, El Porvenir, Milenio o ABC que se editan en esta ciudad, a elección del actor, a fin de que dentro del término de nueve días ocurra ante esta autoridad a producir su contestación, quedando a su disposición las copias de traslado correspondientes en la Secretaría de este Juzgado. Asimismo, prevéngase a la parte demandada incidental, a fin de que señale domicilio para oír y recibir notificaciones en esta ciudad o en los municipios conurbados, en el entendido que de no hacerlo las subsecuentes notificaciones, aun las de carácter personal, se le harán conforme a las reglas para las notificaciones no personales, de conformidad con lo dispuesto por el numeral 68 del Código de Procedimientos Civiles en el Estado de Nuevo León. Doy fe. <box>1200 469 1422 689</box>
notice-heading: EDICTO <box>122 823 152 833</box>
notice-body: Monterrey, Nuevo León, a 08 de Julio de 2025. <box>966 343 1117 351</box>
notice-signature-line: NOTARIO PÚBLICO No. 96 <box>795 1245 888 1254</box>
notice <box>1201 86 1422 445</box>
notice-body: A las once horas del día veintidós de septiembre del dos mil veinticinco, tendrá verificativo en el local de este Juzgado Primero Mixto de lo Civil y Familiar del Cuarto Distrito Judicial en el Estado, dentro del expediente judicial número 1521/2009, relativo al Juicio Ordinario Mercantil promovido por Roberto Cepeda Welle en contra de José Guadalupe González Ortday y Mónica Yanette Navarro Rodríguez; la audiencia de venta judicial mediante remate en pública subasta y en primera almoneda, respecto del bien inmueble embargado en autos, consistente en: II. DATOS DEL INMUE-BLE UBICACIÓN: TIPO INMUEBLE: C PREDIO: FINCA. LOTE O PARCELA: 14, MANZANA: 14, TIPO VIALIDAD: CALLE, VIALIDAD: HACIENDA DE SAN PATRICIO. N° EXTERIOR: 426, TIPO ASENTAMIENTO: FRACCIONAMIENTO. NOMBRE DE ASENTAMIENTO: VILLAS DE LA HACIENDA. 4° SECTOR. MUNICIPIO: JUAREZ. ESTADO: NUEVO LEÓN. MUNICIPIO: JUAREZ. SUPERFICIE: 100.40, UNIDAD DE MEDIDA: M2, USO DE SUELO: NO CONSTA. ESTADO: NUEVO LEÓN. MUNICIPIO: JUAREZ. SUPERFI-CIE: 100.40, M2. DESCRIPCIÓN: SUPERFICIE DE 6.00 METROS A COLINDAR CON LIMITE DE PROPIEDAD; NORESTE: MIDE 16.7 ME-TROS A COLINDAR CON EL LOTE 13, NOROESTE: MIDE 6.00 METROS A DAR FRENTE A LA CALLE HACIENDA SAN PATRI-CIO. SUROESTE: MIDE 16.74 METROS A COLIN-DAR CON EL LOTE 15. OBSERVACIONES: TIENE COMO MEJORAS LA FINCA MARCADA CON EL NUMERO 426 CUATROCIENTOS VEIN-TISEIS DE LA CALLE HACIENDA DE SAN PATRICIO DEL CITADO FRACCIONAMIENTO, II. PROPIETARIOS JOSE GUADALUPE GON-ZALEZ ORTDAY y MÓNICA YANETTE NAVARRO RODRIGUEZ % DOMINIO DIRECTO 50.00%. % USUFRUCTO 50.00%. MONICA YANETTE NAVARRO RODRIGUEZ % DOMINIO DIRECTO 50.00%. % USUFRUCTO 50.00%. Copia de registro son: número 7952, Volumen 80, Libro 80, Sección Propiedad, Unidad Juárez, de fecha 01 uno de octubre del 2007 dos mil siete. Convóquese a postores por medio de edictos, los cuales deberán publicarse por tres veces dentro de nueve días, tanto en el Periódico Oficial del Estado y en uno de los periódicos de mayor circulación que se editan en esta ciudad, así como a través del Boletín Judicial. Sirviendo de base la cantidad de $840,000.00 (ochocientos cuarenta mil pesos 00/100 moneda nacional) importe que representa las dos terceras partes de la precitada cantidad. Así mismo, se hace del conocimiento que aquellas personas que deseen intervenir como postores al multicitado remate deberán consignar mediante certificado de depósito expedido por la Secretaría de Finanzas y Tesorería General del Estado, el 10% (diez por ciento) de la suma que sirve como valor total de los avalúos rendidos por los peritos en juicio, sin cuyos requisitos no serán admitidos en dicha subasta, acorde con los dispositivos 482, 483, 484 y demás relativos del Código Federal de Procedimientos Civiles vigente en el Estado para esta Secretaría. <box>496 760 717 1208</box>
notice-signature-line: LICENCIADA SILVIA MARÍA GABRIELA <box>1008 917 1144 926</box>
notice-signature-line: COORDINACIÓN DE GESTIÓN JUDICIAL <box>536 707 678 717</box>
notice-signature-line: PRIMERO DE LO CIVIL <box>1271 425 1352 435</box>
notice-signature-line: DISTRITO JUDICIAL <box>337 1228 407 1237</box>
notice-publication-dates: (3, 4 y 5) <box>592 735 622 745</box>
notice-signature-line: JUDICIAL DEL ESTADO <box>330 664 414 673</box>
notice-publication-dates: (3, 4 y 5) <box>1296 745 1327 754</box>
notice-publication-dates: (3, 4 y 5) <box>1061 754 1091 763</box>
notice-publication-dates: (2, 3 y 4) <box>1061 398 1091 407</box>
notice-signature-line: JUDICIAL DEL ESTADO <box>800 563 883 573</box>
notice-signature-line: CIVIL Y FAMILIAR DEL CUARTO DISTRITO <box>767 554 915 563</box>
notice-heading: EDICTO <box>358 1071 386 1080</box>
notice-publication-dates: (25 y 4) <box>828 1273 855 1282</box>
notice-publication-dates: (3, 4 y 5) <box>122 1347 152 1356</box>
notice-signature-line: C. SECRETARIO ADSCRITO AL JUZGADO <box>64 1328 210 1337</box>
notice <box>27 606 247 819</box>
page-folio-number: 6 <box>20 29 38 69</box>
notice <box>262 1071 481 1266</box>
notice-signature-line: FAMILIAR ORAL <box>813 1100 870 1109</box>
notice-body: Monterrey, Nuevo León a 14 de Agosto de 2025. <box>966 907 1123 916</box>
notice-publication-dates: (4) <box>1306 936 1317 945</box>
notice-body: El día 15 quince de julio del 2025 dos mil veinticinco, Ante mí, Licenciado HERNÁN MONTAÑO PEDRAZA, Notario Público Titular de la Notaría Pública número 60 sesenta, con ejercicio en esta Primer Distrito, COMPARECIERON: Los señores ABEL FELIPE ÁLVAREZ QUIROZ, PATRICIA VICTORIA ÁLVAREZ QUIROZ, ARMANDO KARIM ÁLVAREZ QUIROZ y MA. ANGÉLICA ÁLVAREZ QUIROZ a iniciar el JUICIO HEREDITARIO DE INTESTADO a bienes de su madre la señora MA. VICTORIA QUIROZ VÁZQUEZ, quien falleció en García, Nuevo León, el día 07 siete de enero del 2017 dos mil diecisiete, según lo acreditan con el Acta de Defunción número 395 trescientos noventa y cinco, de fecha 12 doce de enero del 2017 dos mil diecisiete, levantada por el C. Oficial 8º. Octavo del Registro Civil de Monterrey, Nuevo León. Manifestando los comparecientes, que su madre contrajo nupcias con el señor ABEL ÁLVAREZ CASTAÑEDA, en fecha 31 treinta y uno de mayo de 1975 mil novecientos setenta y cinco, según Acta número 00237 cero cero doscientos veintitrés, Libro 3 tres, levantada por el C. Oficial 10º. Décimo Segundo del Registro Civil en Monterrey, Nuevo León, de cuyo matrimonio procrearon 4 cuatro hijos, de nombres ABEL FELIPE ÁLVAREZ QUIROZ, PATRICIA VICTORIA ÁLVAREZ QUIROZ, ARMANDO KARIM ÁLVAREZ QUIROZ y MA. ANGÉLICA ÁLVAREZ QUIROZ, según las declaraciones que realizan ante mí y que quedaron protocolizadas en el acta de referencia. ABEL FELIPE ÁLVAREZ QUIROZ, PATRICIA VICTORIA ÁLVAREZ QUIROZ, con el cargo en disputa de la sucesión, quien acepta dicho cargo, manifestando que con dicho carácter, procederá a llevar a cabo el inventario de los bienes que integran la masa hereditaria de la Sucesión, diciendo conocer sus obligaciones y las cumplirá fiel y legalmente. Así mismo, se hace del conocimiento de las declaraciones realizadas por los comparecientes, de conformidad en lo dispuesto por el ordenamiento legal y se publicará por dos ocasiones de diez en diez días en el diario "El Porvenir" que se edita en esta ciudad. <box>262 698 482 999</box>
notice-signature-line: QUINTO DE LO CIVIL <box>569 1228 643 1237</box>
